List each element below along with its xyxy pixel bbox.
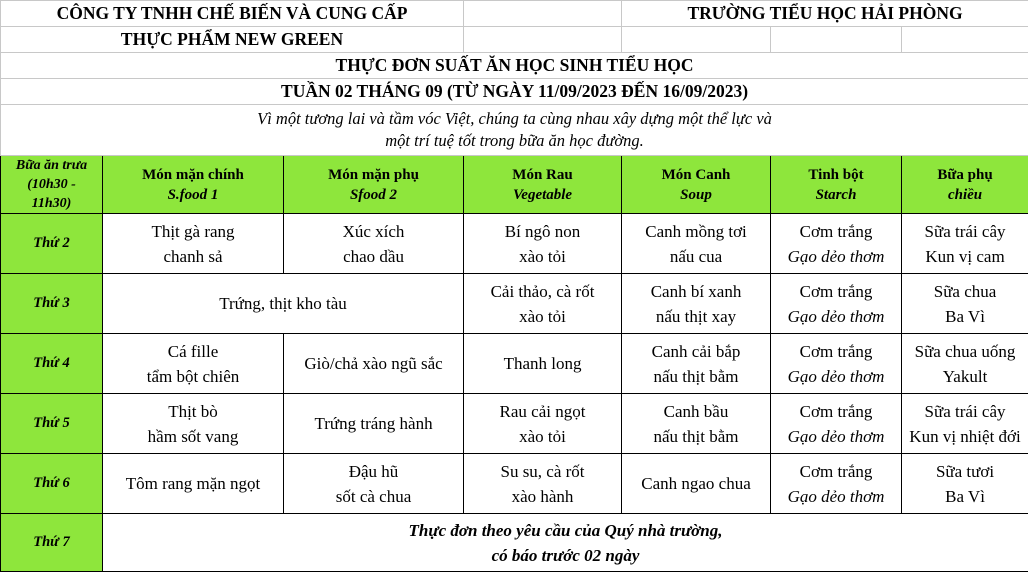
col-meal: Bữa ăn trưa (10h30 - 11h30) (1, 156, 103, 214)
side-dish-cell: Giò/chả xào ngũ sắc (284, 334, 464, 394)
vegetable-cell: Cải thảo, cà rốt xào tỏi (464, 274, 622, 334)
school-name: TRƯỜNG TIỂU HỌC HẢI PHÒNG (622, 1, 1028, 27)
vegetable-cell: Rau cải ngọt xào tỏi (464, 394, 622, 454)
col-soup: Món Canh Soup (622, 156, 771, 214)
table-row (1, 334, 1028, 394)
starch-cell: Cơm trắng Gạo dẻo thơm (771, 334, 902, 394)
slogan (1, 105, 1028, 156)
starch-cell: Cơm trắng Gạo dẻo thơm (771, 394, 902, 454)
main-dish-cell: Tôm rang mặn ngọt (103, 454, 284, 514)
soup-cell: Canh ngao chua (622, 454, 771, 514)
company-name-line1: CÔNG TY TNHH CHẾ BIẾN VÀ CUNG CẤP (1, 1, 464, 27)
main-dish-cell: Trứng, thịt kho tàu (103, 274, 464, 334)
day-label: Thứ 2 (1, 214, 103, 274)
day-label: Thứ 6 (1, 454, 103, 514)
snack-cell: Sữa chua uống Yakult (902, 334, 1028, 394)
snack-cell: Sữa trái cây Kun vị nhiệt đới (902, 394, 1028, 454)
vegetable-cell: Bí ngô non xào tỏi (464, 214, 622, 274)
table-row (1, 274, 1028, 334)
col-main-dish: Món mặn chính S.food 1 (103, 156, 284, 214)
day-label: Thứ 7 (1, 514, 103, 572)
menu-week: TUẦN 02 THÁNG 09 (TỪ NGÀY 11/09/2023 ĐẾN 16/09/2023) (1, 79, 1028, 105)
soup-cell: Canh bầu nấu thịt bằm (622, 394, 771, 454)
col-snack: Bữa phụ chiều (902, 156, 1028, 214)
saturday-note: Thực đơn theo yêu cầu của Quý nhà trường, có báo trước 02 ngày (103, 514, 1028, 572)
table-row (1, 214, 1028, 274)
starch-cell: Cơm trắng Gạo dẻo thơm (771, 214, 902, 274)
day-label: Thứ 4 (1, 334, 103, 394)
vegetable-cell: Thanh long (464, 334, 622, 394)
table-row (1, 454, 1028, 514)
main-dish-cell: Thịt gà rang chanh sả (103, 214, 284, 274)
snack-cell: Sữa chua Ba Vì (902, 274, 1028, 334)
side-dish-cell: Trứng tráng hành (284, 394, 464, 454)
snack-cell: Sữa tươi Ba Vì (902, 454, 1028, 514)
side-dish-cell: Xúc xích chao dầu (284, 214, 464, 274)
table-row (1, 394, 1028, 454)
snack-cell: Sữa trái cây Kun vị cam (902, 214, 1028, 274)
company-name-line2: THỰC PHẨM NEW GREEN (1, 27, 464, 53)
table-row (1, 514, 1028, 572)
starch-cell: Cơm trắng Gạo dẻo thơm (771, 274, 902, 334)
soup-cell: Canh mồng tơi nấu cua (622, 214, 771, 274)
day-label: Thứ 3 (1, 274, 103, 334)
col-side-dish: Món mặn phụ Sfood 2 (284, 156, 464, 214)
menu-title: THỰC ĐƠN SUẤT ĂN HỌC SINH TIỂU HỌC (1, 53, 1028, 79)
slogan-line: Vì một tương lai và tầm vóc Việt, chúng ta cùng nhau xây dựng một thể lực và (257, 109, 772, 128)
soup-cell: Canh cải bắp nấu thịt bằm (622, 334, 771, 394)
soup-cell: Canh bí xanh nấu thịt xay (622, 274, 771, 334)
vegetable-cell: Su su, cà rốt xào hành (464, 454, 622, 514)
side-dish-cell: Đậu hũ sốt cà chua (284, 454, 464, 514)
main-dish-cell: Cá fille tẩm bột chiên (103, 334, 284, 394)
column-header-row (1, 156, 1028, 214)
main-dish-cell: Thịt bò hầm sốt vang (103, 394, 284, 454)
starch-cell: Cơm trắng Gạo dẻo thơm (771, 454, 902, 514)
col-starch: Tinh bột Starch (771, 156, 902, 214)
col-vegetable: Món Rau Vegetable (464, 156, 622, 214)
slogan-line: một trí tuệ tốt trong bữa ăn học đường. (385, 131, 644, 150)
day-label: Thứ 5 (1, 394, 103, 454)
